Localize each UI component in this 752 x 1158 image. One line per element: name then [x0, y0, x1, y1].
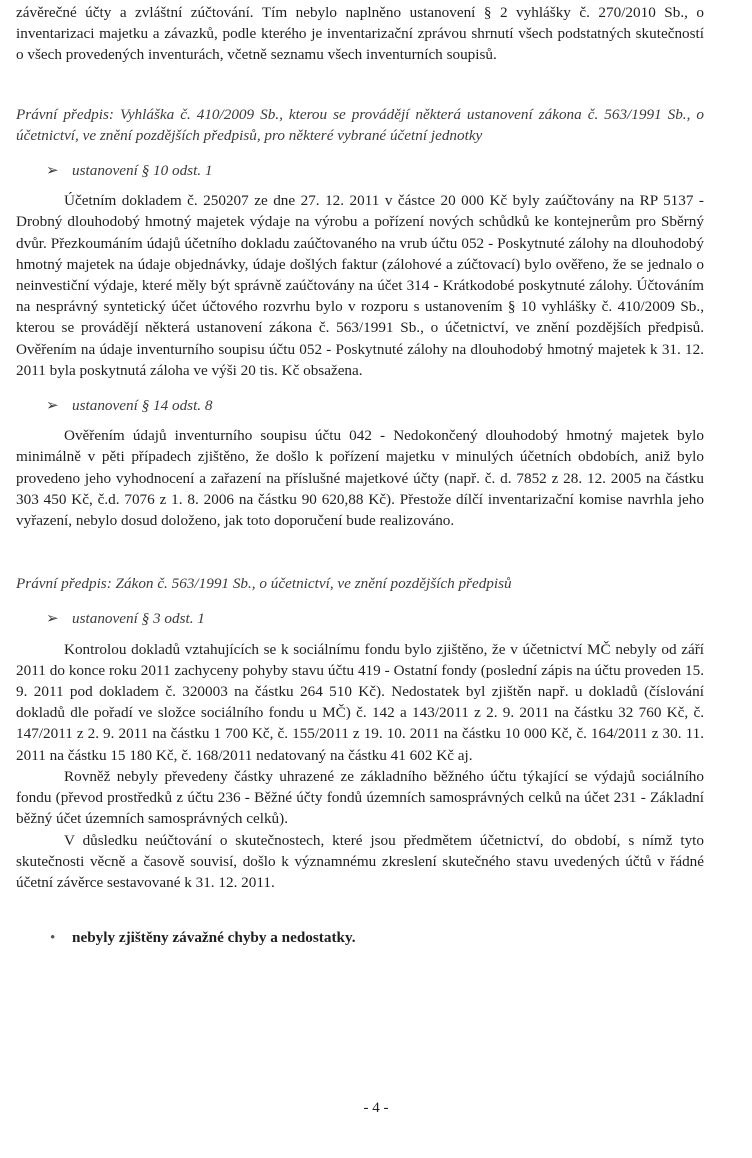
- legal-basis-heading: Právní předpis: Zákon č. 563/1991 Sb., o účetnictví, ve znění pozdějších předpisů: [16, 575, 512, 593]
- body-paragraph: V důsledku neúčtování o skutečnostech, které jsou předmětem účetnictví, do období, s nímž tyto skutečnosti věcně a časově souvisí, došlo k významnému zkreslení skutečného stavu uvedených účtů v řádné účetní závěrce sestavované k 31. 12. 2011.: [16, 831, 704, 891]
- body-paragraph: Kontrolou dokladů vztahujících se k sociálnímu fondu bylo zjištěno, že v účetnictví MČ nebyly od září 2011 do konce roku 2011 zachyceny pohyby stavu účtu 419 - Ostatní fondy (poslední zápis na účtu proveden 15. 9. 2011 pod dokladem č. 320003 na částku 264 510 Kč). Nedostatek byl zjištěn např. u dokladů (číslování dokladů dle pořadí ve složce sociálního fondu u MČ) č. 142 a 143/2011 z 2. 9. 2011 na částku 32 760 Kč, č. 147/2011 z 2. 9. 2011 na částku 1 700 Kč, č. 155/2011 z 19. 10. 2011 na částku 10 000 Kč, č. 164/2011 z 30. 11. 2011 na částku 15 180 Kč, č. 168/2011 nedatovaný na částku 41 602 Kč aj.: [16, 640, 704, 764]
- provision-label: ustanovení § 14 odst. 8: [72, 397, 213, 415]
- provision-item: [16, 608, 704, 630]
- arrow-bullet-icon: ➢: [46, 163, 59, 180]
- document-page: [0, 2, 752, 1158]
- page-number: - 4 -: [363, 1100, 389, 1116]
- provision-item: [16, 395, 704, 417]
- finding-item: [16, 927, 704, 948]
- body-paragraph: Ověřením údajů inventurního soupisu účtu 042 - Nedokončený dlouhodobý hmotný majetek bylo minimálně v pěti případech zjištěno, že došlo k pořízení majetku v minulých účetních obdobích, aniž bylo provedeno jeho vyhodnocení a zařazení na příslušné majetkové účty (např. č. d. 7852 z 28. 12. 2005 na částku 303 450 Kč, č.d. 7076 z 1. 8. 2006 na částku 90 620,88 Kč). Přestože dílčí inventarizační komise navrhla jeho vyřazení, nebylo dosud doloženo, jak toto doporučení bude realizováno.: [16, 427, 704, 530]
- legal-basis-heading: Právní předpis: Vyhláška č. 410/2009 Sb., kterou se provádějí některá ustanovení zákona č. 563/1991 Sb., o účetnictví, ve znění pozdějších předpisů, pro některé vybrané účetní jednotky: [16, 105, 704, 144]
- body-paragraph: Účetním dokladem č. 250207 ze dne 27. 12. 2011 v částce 20 000 Kč byly zaúčtovány na RP 5137 - Drobný dlouhodobý hmotný majetek výdaje na výrobu a pořízení nových schůdků ke kontejnerům pro Sběrný dvůr. Přezkoumáním údajů účetního dokladu zaúčtovaného na vrub účtu 052 - Poskytnuté zálohy na dlouhodobý hmotný majetek na údaje objednávky, údaje došlých faktur (zálohové a zúčtovací) bylo ověřeno, že se jednalo o neinvestiční výdaje, které měly být správně zaúčtovány na účet 314 - Krátkodobé poskytnuté zálohy. Účtováním na nesprávný syntetický účet účtového rozvrhu bylo v rozporu s ustanovením § 10 vyhlášky č. 410/2009 Sb., kterou se provádějí některá ustanovení zákona č. 563/1991 Sb., o účetnictví, ve znění pozdějších předpisů. Ověřením na údaje inventurního soupisu účtu 052 - Poskytnuté zálohy na dlouhodobý hmotný majetek k 31. 12. 2011 byla poskytnutá záloha ve výši 20 tis. Kč obsažena.: [16, 192, 704, 379]
- bullet-icon: •: [50, 929, 56, 947]
- arrow-bullet-icon: ➢: [46, 611, 59, 628]
- body-paragraph: Rovněž nebyly převedeny částky uhrazené ze základního běžného účtu týkající se výdajů sociálního fondu (převod prostředků z účtu 236 - Běžné účty fondů územních samosprávných celků na účet 231 - Základní běžný účet územních samosprávných celků).: [16, 767, 704, 828]
- intro-paragraph: závěrečné účty a zvláštní zúčtování. Tím nebylo naplněno ustanovení § 2 vyhlášky č. 270/2010 Sb., o inventarizaci majetku a závazků, podle kterého je inventarizační zprávou shrnutí všech podstatných skutečností o všech provedených inventurách, včetně seznamu všech inventurních soupisů.: [16, 4, 704, 64]
- provision-item: [16, 160, 704, 182]
- arrow-bullet-icon: ➢: [46, 398, 59, 415]
- finding-text: nebyly zjištěny závažné chyby a nedostatky.: [72, 929, 356, 947]
- provision-label: ustanovení § 3 odst. 1: [72, 610, 205, 628]
- provision-label: ustanovení § 10 odst. 1: [72, 162, 213, 180]
